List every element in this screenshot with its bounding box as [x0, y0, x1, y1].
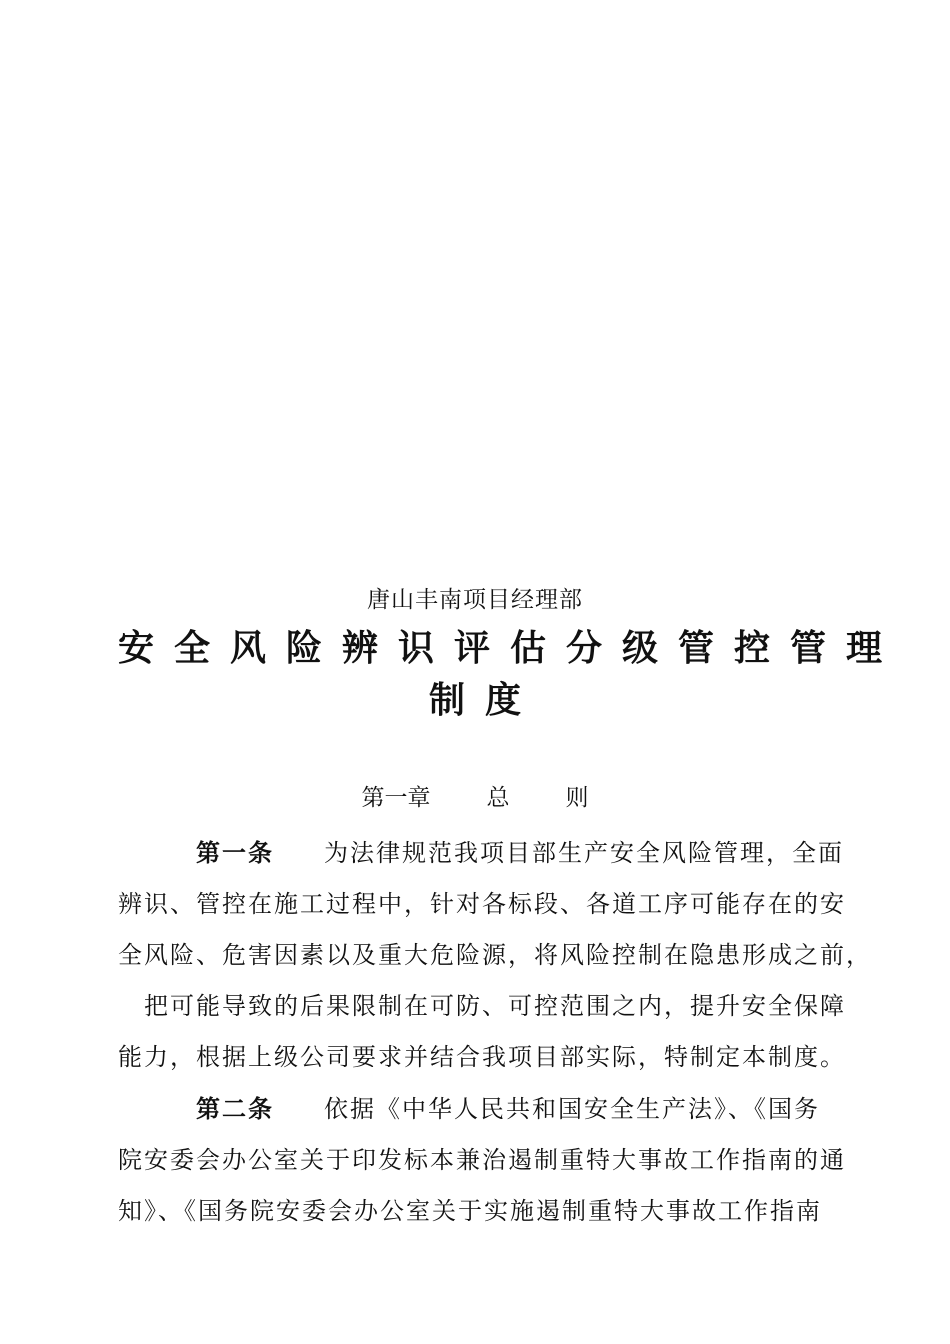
article-2: [118, 1083, 846, 1237]
article-line: 能力，根据上级公司要求并结合我项目部实际，特制定本制度。: [118, 1043, 846, 1071]
article-line: 把可能导致的后果限制在可防、可控范围之内，提升安全保障: [144, 992, 846, 1020]
article-line: 院安委会办公室关于印发标本兼治遏制重特大事故工作指南的通: [118, 1146, 846, 1174]
article-line: 辨识、管控在施工过程中，针对各标段、各道工序可能存在的安: [118, 890, 846, 918]
article-label: 第一条: [196, 838, 274, 867]
article-text: 为法律规范我项目部生产安全风险管理，全面: [324, 839, 844, 867]
document-body: [118, 827, 872, 1237]
article-text: 依据《中华人民共和国安全生产法》、《国务: [324, 1095, 820, 1123]
organization-name: 唐山丰南项目经理部: [367, 587, 583, 613]
article-label: 第二条: [196, 1094, 274, 1123]
document-title: [118, 622, 903, 726]
article-line: [118, 1083, 834, 1135]
article-line: 知》、《国务院安委会办公室关于实施遏制重特大事故工作指南: [118, 1197, 822, 1225]
article-1: [118, 827, 872, 1083]
article-line: 全风险、危害因素以及重大危险源，将风险控制在隐患形成之前，: [118, 941, 872, 969]
chapter-number: 第一章: [361, 785, 431, 811]
chapter-name-part-1: 总: [486, 785, 510, 811]
chapter-name-part-2: 则: [565, 785, 589, 811]
document-title-line-1: 安全风险辨识评估分级管控管理: [118, 627, 903, 669]
article-line: [118, 827, 844, 879]
chapter-heading: [0, 781, 950, 815]
document-title-line-2: 制度: [428, 679, 541, 721]
